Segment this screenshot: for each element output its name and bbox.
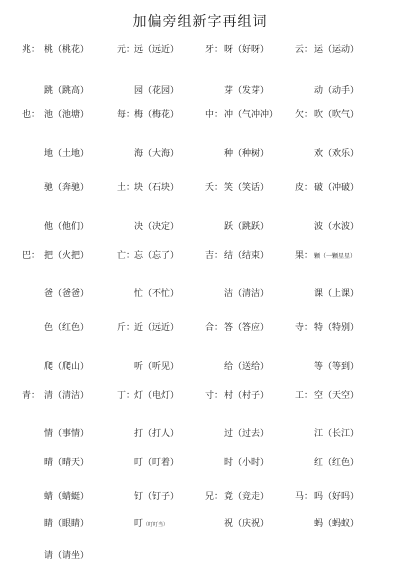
word-entry bbox=[314, 250, 356, 263]
word-entry bbox=[314, 428, 359, 440]
radical-label: 巴： bbox=[22, 251, 41, 261]
word-text: 色（红色） bbox=[44, 323, 90, 333]
radical-label: 牙： bbox=[205, 45, 224, 55]
word-entry bbox=[134, 518, 168, 531]
word-entry bbox=[224, 518, 269, 530]
word-text: 忘（忘了） bbox=[134, 251, 180, 261]
radical-label: 果： bbox=[295, 251, 314, 261]
word-entry bbox=[44, 428, 89, 440]
word-entry bbox=[224, 428, 269, 440]
word-text: 跳（跳高） bbox=[44, 86, 90, 96]
word-text: 欢（欢乐） bbox=[314, 149, 360, 159]
word-entry bbox=[224, 288, 269, 300]
word-text: 江（长江） bbox=[314, 429, 360, 439]
word-text: 吹（吹气） bbox=[314, 110, 360, 120]
word-entry bbox=[44, 361, 89, 373]
word-entry bbox=[134, 491, 179, 503]
word-entry bbox=[44, 288, 89, 300]
word-text: 洁（清洁） bbox=[224, 289, 270, 299]
word-entry bbox=[314, 390, 359, 402]
word-entry bbox=[134, 361, 179, 373]
word-text: 决（决定） bbox=[134, 222, 180, 232]
word-text: 叮 bbox=[134, 519, 144, 529]
word-text: 笑（笑话） bbox=[224, 183, 270, 193]
word-text: 跃（跳跃） bbox=[224, 222, 270, 232]
word-text: 等（等到） bbox=[314, 362, 360, 372]
radical-label: 也： bbox=[22, 110, 41, 120]
word-text: 课（上课） bbox=[314, 289, 360, 299]
radical-label: 青： bbox=[22, 391, 41, 401]
word-entry bbox=[44, 518, 89, 530]
word-text: 叮（叮着） bbox=[134, 458, 180, 468]
word-entry bbox=[314, 44, 359, 56]
word-text: 海（大海） bbox=[134, 149, 180, 159]
word-entry bbox=[224, 457, 269, 469]
word-entry bbox=[134, 250, 179, 262]
word-entry bbox=[314, 518, 359, 530]
word-text: 池（池塘） bbox=[44, 110, 90, 120]
radical-label: 元： bbox=[117, 45, 136, 55]
word-entry bbox=[224, 250, 269, 262]
word-entry bbox=[314, 457, 359, 469]
word-text: 种（种树） bbox=[224, 149, 270, 159]
word-text: 请（请坐） bbox=[44, 551, 90, 561]
word-entry bbox=[44, 182, 89, 194]
radical-label: 亡： bbox=[117, 251, 136, 261]
radical-label: 斤： bbox=[117, 323, 136, 333]
word-text: 给（送给） bbox=[224, 362, 270, 372]
word-text: 远（远近） bbox=[134, 45, 180, 55]
word-text: 晴（晴天） bbox=[44, 458, 90, 468]
word-entry bbox=[314, 182, 359, 194]
word-entry bbox=[134, 109, 179, 121]
word-entry bbox=[314, 361, 359, 373]
word-entry bbox=[224, 182, 269, 194]
word-entry bbox=[134, 288, 179, 300]
word-entry bbox=[314, 491, 359, 503]
radical-label: 兆： bbox=[22, 45, 41, 55]
radical-label: 寸： bbox=[205, 391, 224, 401]
word-text: 驰（奔驰） bbox=[44, 183, 90, 193]
radical-label: 吉： bbox=[205, 251, 224, 261]
word-entry bbox=[224, 390, 269, 402]
word-entry bbox=[44, 322, 89, 334]
word-text: 竟（竞走） bbox=[224, 492, 270, 502]
word-entry bbox=[44, 457, 89, 469]
word-entry bbox=[44, 221, 89, 233]
word-entry bbox=[224, 148, 269, 160]
word-entry bbox=[224, 221, 269, 233]
word-text: 破（冲破） bbox=[314, 183, 360, 193]
word-entry bbox=[314, 221, 359, 233]
page-title: 加偏旁组新字再组词 bbox=[132, 14, 268, 30]
word-text: 钉（钉子） bbox=[134, 492, 180, 502]
radical-label: 寺： bbox=[295, 323, 314, 333]
word-text: 答（答应） bbox=[224, 323, 270, 333]
word-text: 睛（眼睛） bbox=[44, 519, 90, 529]
word-entry bbox=[134, 182, 179, 194]
word-text: 情（事情） bbox=[44, 429, 90, 439]
word-entry bbox=[134, 428, 179, 440]
word-entry bbox=[44, 390, 89, 402]
word-entry bbox=[224, 361, 269, 373]
radical-label: 中： bbox=[205, 110, 224, 120]
word-text: 蚂（蚂蚁） bbox=[314, 519, 360, 529]
word-entry bbox=[314, 148, 359, 160]
word-text: 过（过去） bbox=[224, 429, 270, 439]
word-text: 动（动手） bbox=[314, 86, 360, 96]
word-entry bbox=[134, 457, 179, 469]
radical-label: 合： bbox=[205, 323, 224, 333]
word-entry bbox=[314, 85, 359, 97]
word-text: 祝（庆祝） bbox=[224, 519, 270, 529]
word-text: 听（听见） bbox=[134, 362, 180, 372]
word-text: 桃（桃花） bbox=[44, 45, 90, 55]
word-entry bbox=[134, 390, 179, 402]
word-entry bbox=[314, 322, 359, 334]
word-entry bbox=[44, 44, 89, 56]
word-text: 蜻（蜻蜓） bbox=[44, 492, 90, 502]
word-text: 把（火把） bbox=[44, 251, 90, 261]
word-text: 运（运动） bbox=[314, 45, 360, 55]
radical-label: 云： bbox=[295, 45, 314, 55]
radical-label: 欠： bbox=[295, 110, 314, 120]
radical-label: 夭： bbox=[205, 183, 224, 193]
word-entry bbox=[134, 322, 179, 334]
word-text: 清（清洁） bbox=[44, 391, 90, 401]
radical-label: 马： bbox=[295, 492, 314, 502]
word-entry bbox=[224, 85, 269, 97]
word-entry bbox=[134, 221, 179, 233]
word-text: 忙（不忙） bbox=[134, 289, 180, 299]
word-entry bbox=[224, 109, 278, 121]
word-text: 村（村子） bbox=[224, 391, 270, 401]
word-text: 芽（发芽） bbox=[224, 86, 270, 96]
radical-label: 丁： bbox=[117, 391, 136, 401]
word-text: 灯（电灯） bbox=[134, 391, 180, 401]
word-text: 空（天空） bbox=[314, 391, 360, 401]
word-entry bbox=[224, 491, 269, 503]
word-text: 打（打人） bbox=[134, 429, 180, 439]
word-text: 吗（好吗） bbox=[314, 492, 360, 502]
word-text: 波（水波） bbox=[314, 222, 360, 232]
word-entry bbox=[224, 44, 269, 56]
word-entry bbox=[134, 44, 179, 56]
word-text: 特（特别） bbox=[314, 323, 360, 333]
word-entry bbox=[44, 550, 89, 562]
word-text: 颗（一颗星星） bbox=[314, 253, 357, 260]
radical-label: 兄： bbox=[205, 492, 224, 502]
word-text: 爬（爬山） bbox=[44, 362, 90, 372]
word-text: 园（花园） bbox=[134, 86, 180, 96]
word-text: 爸（爸爸） bbox=[44, 289, 90, 299]
word-text: 地（土地） bbox=[44, 149, 90, 159]
word-entry bbox=[224, 322, 269, 334]
word-text: 时（小时） bbox=[224, 458, 270, 468]
word-example-small: （叮叮当） bbox=[143, 522, 169, 528]
word-text: 呀（好呀） bbox=[224, 45, 270, 55]
radical-label: 工： bbox=[295, 391, 314, 401]
word-text: 红（红色） bbox=[314, 458, 360, 468]
word-text: 块（石块） bbox=[134, 183, 180, 193]
radical-label: 每： bbox=[117, 110, 136, 120]
word-text: 冲（气冲冲） bbox=[224, 110, 279, 120]
word-text: 梅（梅花） bbox=[134, 110, 180, 120]
word-entry bbox=[44, 85, 89, 97]
word-entry bbox=[314, 109, 359, 121]
word-entry bbox=[314, 288, 359, 300]
word-entry bbox=[134, 148, 179, 160]
word-entry bbox=[44, 250, 89, 262]
word-text: 结（结束） bbox=[224, 251, 270, 261]
word-entry bbox=[44, 109, 89, 121]
radical-label: 土： bbox=[117, 183, 136, 193]
word-entry bbox=[44, 491, 89, 503]
word-text: 他（他们） bbox=[44, 222, 90, 232]
word-text: 近（远近） bbox=[134, 323, 180, 333]
word-entry bbox=[44, 148, 89, 160]
word-entry bbox=[134, 85, 179, 97]
radical-label: 皮： bbox=[295, 183, 314, 193]
